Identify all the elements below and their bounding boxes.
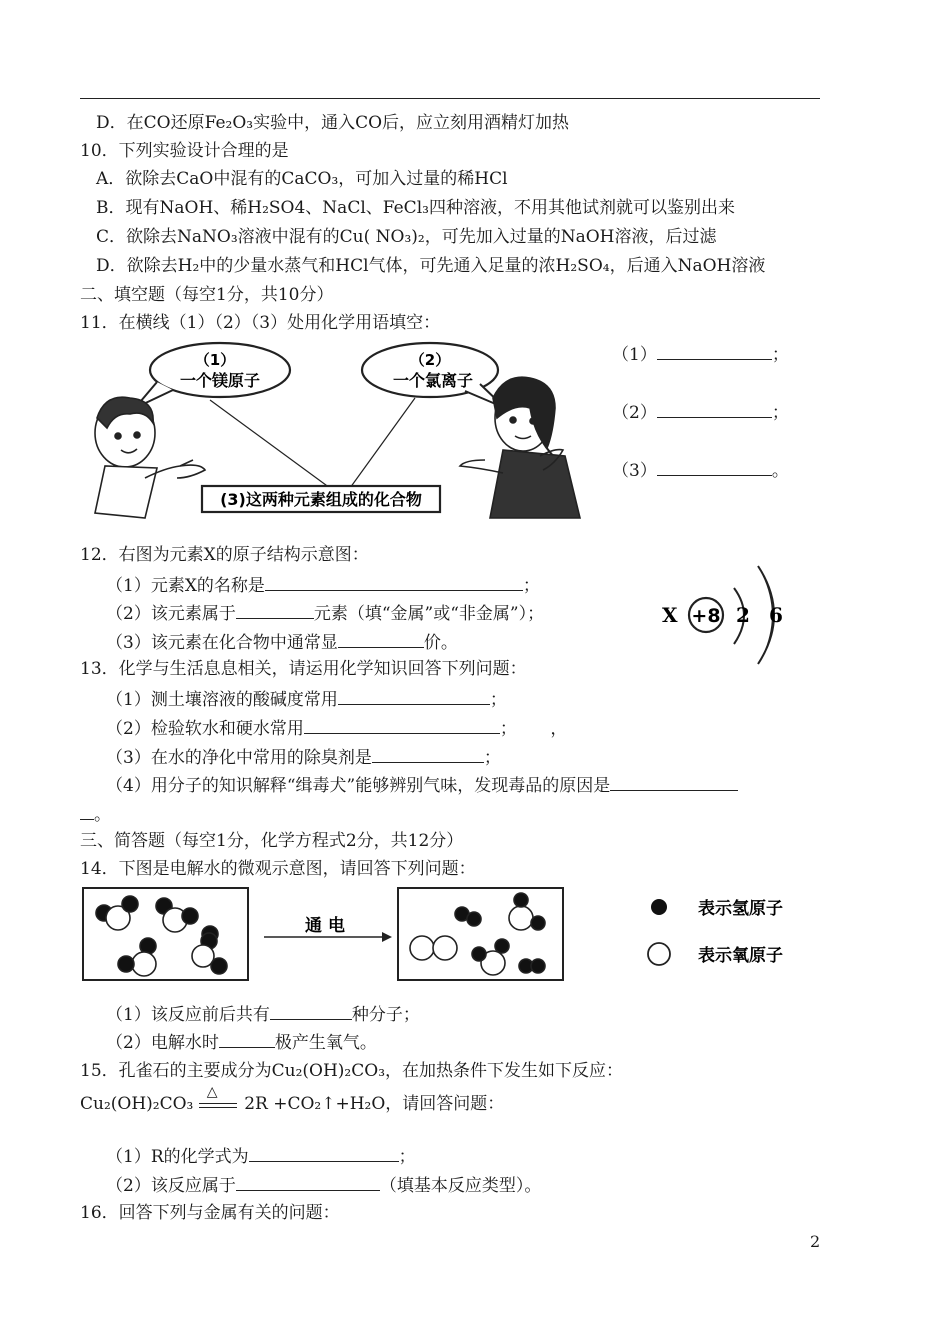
q15-equation <box>80 1083 505 1115</box>
blank-q15-2[interactable] <box>236 1173 380 1191</box>
blank-q13-3[interactable] <box>372 745 484 763</box>
q11-answer-3: （3） 。 <box>612 458 789 482</box>
blank-q12-3[interactable] <box>338 630 424 648</box>
question-14: 14．下图是电解水的微观示意图，请回答下列问题： <box>80 859 476 879</box>
bubble-1-number: （1） <box>194 351 236 369</box>
question-12: 12．右图为元素X的原子结构示意图： <box>80 545 369 565</box>
arrow-label: 通 电 <box>305 916 345 936</box>
bubble-1-text: 一个镁原子 <box>179 371 261 390</box>
q13-part-3: （3）在水的净化中常用的除臭剂是 ； <box>106 745 501 769</box>
question-10: 10．下列实验设计合理的是 <box>80 141 289 161</box>
blank-q14-2[interactable] <box>219 1030 275 1048</box>
question-11: 11．在横线（1）（2）（3）处用化学用语填空： <box>80 313 441 333</box>
shell-2-electrons: 6 <box>769 603 783 627</box>
q10-option-d: D．欲除去H₂中的少量水蒸气和HCl气体，可先通入足量的浓H₂SO₄，后通入NaOH溶液 <box>96 256 766 276</box>
equation-arrow <box>199 1083 239 1115</box>
q12-part-1: （1）元素X的名称是 ； <box>106 573 540 597</box>
q13-part-4: （4）用分子的知识解释“缉毒犬”能够辨别气味，发现毒品的原因是 <box>106 773 738 797</box>
question-15: 15．孔雀石的主要成分为Cu₂(OH)₂CO₃，在加热条件下发生如下反应： <box>80 1061 624 1081</box>
oxygen-legend-circle <box>648 943 670 965</box>
question-16: 16．回答下列与金属有关的问题： <box>80 1203 340 1223</box>
question-13: 13．化学与生活息息相关，请运用化学知识回答下列问题： <box>80 659 527 679</box>
q13-part-1: （1）测土壤溶液的酸碱度常用 ； <box>106 687 507 711</box>
q13-part-4-end: 。 <box>80 802 111 826</box>
blank-q14-1[interactable] <box>270 1002 352 1020</box>
shell-1-electrons: 2 <box>736 603 750 627</box>
legend-oxygen: 表示氧原子 <box>698 946 783 966</box>
q10-option-a: A．欲除去CaO中混有的CaCO₃，可加入过量的稀HCl <box>96 169 508 189</box>
electrolysis-diagram <box>82 886 822 986</box>
q14-part-1: （1）该反应前后共有 种分子； <box>106 1002 420 1026</box>
q12-part-2: （2）该元素属于 元素（填“金属”或“非金属”）； <box>106 601 544 625</box>
compound-box-text: (3)这两种元素组成的化合物 <box>220 490 422 509</box>
section-3-heading: 三、简答题（每空1分，化学方程式2分，共12分） <box>80 831 464 851</box>
blank-q13-1[interactable] <box>338 687 490 705</box>
bubble-2-text: 一个氯离子 <box>392 371 474 390</box>
nucleus-charge: +8 <box>691 605 721 627</box>
option-d-prev: D．在CO还原Fe₂O₃实验中，通入CO后，应立刻用酒精灯加热 <box>96 113 570 133</box>
q15-part-1: （1）R的化学式为 ； <box>106 1144 416 1168</box>
blank-q12-2[interactable] <box>236 601 314 619</box>
q13-part-2: （2）检验软水和硬水常用 ； ， <box>106 716 567 740</box>
blank-q11-1[interactable] <box>657 342 772 360</box>
equation-rhs: 2R +CO₂↑+H₂O，请回答问题： <box>244 1094 505 1114</box>
blank-q12-1[interactable] <box>265 573 523 591</box>
bubble-2-number: （2） <box>409 351 451 369</box>
blank-q11-3[interactable] <box>657 458 772 476</box>
blank-q15-1[interactable] <box>249 1144 399 1162</box>
page-number: 2 <box>810 1232 821 1251</box>
q14-part-2: （2）电解水时 极产生氧气。 <box>106 1030 377 1054</box>
legend-hydrogen: 表示氢原子 <box>698 899 783 919</box>
heat-condition: △ <box>206 1083 218 1100</box>
girl-figure <box>460 377 580 518</box>
header-rule <box>80 98 820 99</box>
equation-lhs: Cu₂(OH)₂CO₃ <box>80 1094 194 1114</box>
q10-option-c: C．欲除去NaNO₃溶液中混有的Cu( NO₃)₂，可先加入过量的NaOH溶液，后过滤 <box>96 227 717 247</box>
q10-option-b: B．现有NaOH、稀H₂SO4、NaCl、FeCl₃四种溶液，不用其他试剂就可以鉴别出来 <box>96 198 735 218</box>
blank-q11-2[interactable] <box>657 400 772 418</box>
q11-answer-2: （2） ； <box>612 400 789 424</box>
q12-part-3: （3）该元素在化合物中通常显 价。 <box>106 630 458 654</box>
blank-q13-4[interactable] <box>610 773 738 791</box>
atom-structure-diagram <box>650 560 800 670</box>
section-2-heading: 二、填空题（每空1分，共10分） <box>80 285 334 305</box>
boy-figure <box>95 397 205 518</box>
cartoon-illustration <box>85 338 590 530</box>
blank-q13-2[interactable] <box>304 716 500 734</box>
q11-answer-1: （1） ； <box>612 342 789 366</box>
q15-part-2: （2）该反应属于 （填基本反应类型）。 <box>106 1173 541 1197</box>
atom-symbol: X <box>662 603 678 627</box>
hydrogen-legend-dot <box>651 899 667 915</box>
